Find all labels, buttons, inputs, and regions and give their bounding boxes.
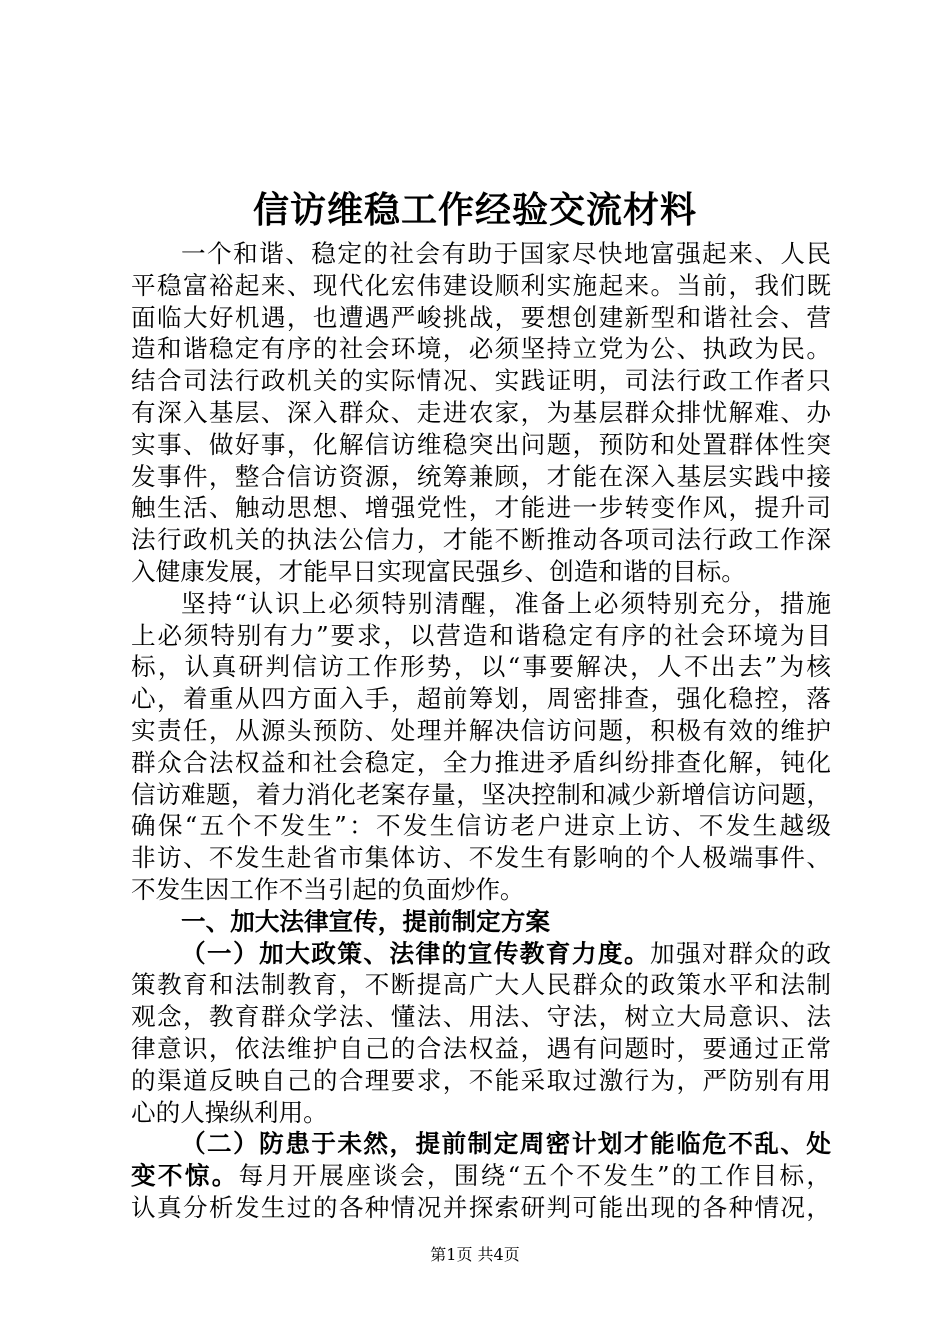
body-line: 上必须特别有力”要求，以营造和谐稳定有序的社会环境为目 <box>131 620 831 650</box>
body-line: 法行政机关的执法公信力，才能不断推动各项司法行政工作深 <box>131 525 831 555</box>
document-title: 信访维稳工作经验交流材料 <box>252 189 697 231</box>
body-line: 实责任，从源头预防、处理并解决信访问题，积极有效的维护 <box>131 715 831 745</box>
body-line: 发事件，整合信访资源，统筹兼顾，才能在深入基层实践中接 <box>131 461 831 491</box>
bold-heading-text: 变不惊。 <box>131 1161 239 1191</box>
bold-heading-text: （一）加大政策、法律的宣传教育力度。 <box>181 938 651 968</box>
body-line: 造和谐稳定有序的社会环境，必须坚持立党为公、执政为民。 <box>131 334 831 364</box>
body-line: 认真分析发生过的各种情况并探索研判可能出现的各种情况， <box>131 1192 831 1222</box>
body-line: 坚持“认识上必须特别清醒，准备上必须特别充分，措施 <box>181 588 831 618</box>
body-line: 确保“五个不发生”：不发生信访老户进京上访、不发生越级 <box>131 811 831 841</box>
document-body <box>131 238 831 1224</box>
line-text: 加强对群众的政 <box>650 938 831 968</box>
body-line: 有深入基层、深入群众、走进农家，为基层群众排忧解难、办 <box>131 397 831 427</box>
body-line: 非访、不发生赴省市集体访、不发生有影响的个人极端事件、 <box>131 843 831 873</box>
body-line: 入健康发展，才能早日实现富民强乡、创造和谐的目标。 <box>131 556 746 586</box>
body-line: 一个和谐、稳定的社会有助于国家尽快地富强起来、人民 <box>181 239 831 268</box>
body-line: 触生活、触动思想、增强党性，才能进一步转变作风，提升司 <box>131 493 831 523</box>
body-line: 心的人操纵利用。 <box>131 1097 328 1127</box>
body-line: 不发生因工作不当引起的负面炒作。 <box>131 874 525 904</box>
body-line <box>131 1128 831 1160</box>
line-text: 每月开展座谈会，围绕“五个不发生”的工作目标， <box>238 1161 831 1191</box>
body-line: 一、加大法律宣传，提前制定方案 <box>181 906 550 936</box>
body-line: 策教育和法制教育，不断提高广大人民群众的政策水平和法制 <box>131 970 831 1000</box>
body-line: 面临大好机遇，也遭遇严峻挑战，要想创建新型和谐社会、营 <box>131 302 831 332</box>
body-line: 结合司法行政机关的实际情况、实践证明，司法行政工作者只 <box>131 366 831 396</box>
body-line: 平稳富裕起来、现代化宏伟建设顺利实施起来。当前，我们既 <box>131 270 831 300</box>
body-line: 标，认真研判信访工作形势，以“事要解决，人不出去”为核 <box>131 652 831 682</box>
body-line: 群众合法权益和社会稳定，全力推进矛盾纠纷排查化解，钝化 <box>131 747 831 777</box>
page-footer: 第1页 共4页 <box>430 1245 520 1264</box>
body-line: 的渠道反映自己的合理要求，不能采取过激行为，严防别有用 <box>131 1065 831 1095</box>
bold-heading-text: （二）防患于未然，提前制定周密计划才能临危不乱、处 <box>181 1129 831 1159</box>
body-line <box>131 1160 831 1192</box>
body-line: 信访难题，着力消化老案存量，坚决控制和减少新增信访问题， <box>131 779 831 809</box>
body-line: 心，着重从四方面入手，超前筹划，周密排查，强化稳控，落 <box>131 684 831 714</box>
body-line: 实事、做好事，化解信访维稳突出问题，预防和处置群体性突 <box>131 429 831 459</box>
body-line: 观念，教育群众学法、懂法、用法、守法，树立大局意识、法 <box>131 1002 831 1032</box>
body-line: 律意识，依法维护自己的合法权益，遇有问题时，要通过正常 <box>131 1033 831 1063</box>
body-line <box>131 938 831 970</box>
